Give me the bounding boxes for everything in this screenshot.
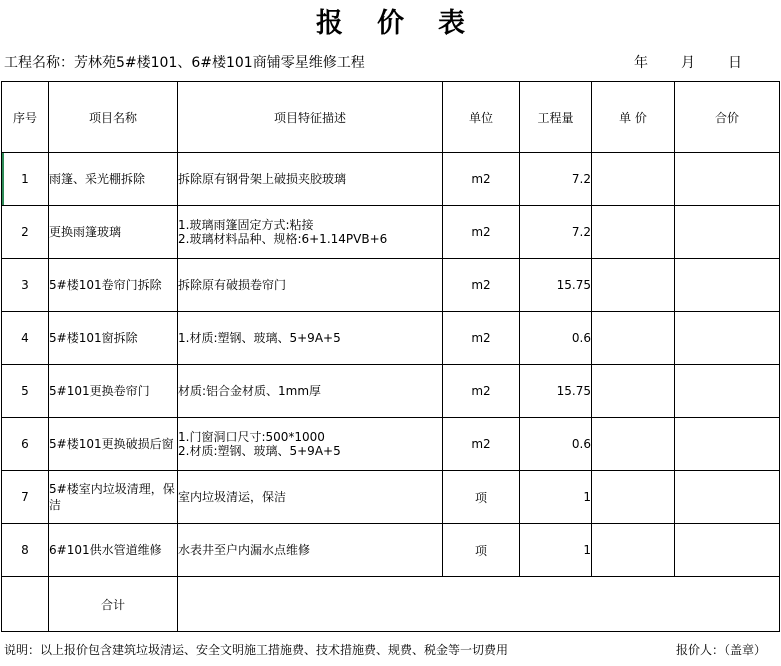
cell-total[interactable] (675, 471, 780, 524)
cell-qty[interactable]: 15.75 (520, 365, 592, 418)
cell-unit[interactable]: m2 (443, 365, 520, 418)
cell-qty[interactable]: 7.2 (520, 153, 592, 206)
header-row (2, 82, 780, 153)
footnote: 说明：以上报价包含建筑垃圾清运、安全文明施工措施费、技术措施费、规费、税金等一切费用 (4, 643, 509, 657)
cell-desc[interactable] (178, 206, 443, 259)
header-no: 序号 (2, 82, 49, 153)
table-row (2, 471, 780, 524)
cell-no[interactable]: 2 (2, 206, 49, 259)
cell-price[interactable] (592, 365, 675, 418)
cell-qty[interactable]: 15.75 (520, 259, 592, 312)
total-blank-cell[interactable] (2, 577, 49, 632)
cell-unit[interactable]: m2 (443, 206, 520, 259)
cell-no[interactable]: 6 (2, 418, 49, 471)
cell-unit[interactable]: m2 (443, 153, 520, 206)
cell-price[interactable] (592, 259, 675, 312)
cell-no[interactable]: 5 (2, 365, 49, 418)
cell-name[interactable]: 5#101更换卷帘门 (49, 365, 178, 418)
desc-line: 2.材质:塑钢、玻璃、5+9A+5 (178, 444, 341, 458)
cell-price[interactable] (592, 206, 675, 259)
page-title: 报价表 (316, 8, 499, 39)
date-month-label: 月 (681, 55, 695, 71)
quote-table (1, 81, 780, 632)
desc-line: 拆除原有破损卷帘门 (178, 278, 287, 292)
table-row (2, 312, 780, 365)
desc-line: 2.玻璃材料品种、规格:6+1.14PVB+6 (178, 232, 388, 246)
date-year-label: 年 (634, 55, 648, 71)
cell-qty[interactable]: 1 (520, 471, 592, 524)
desc-line: 拆除原有钢骨架上破损夹胶玻璃 (178, 172, 347, 186)
desc-line: 水表井至户内漏水点维修 (178, 543, 311, 557)
cell-name[interactable]: 5#楼101卷帘门拆除 (49, 259, 178, 312)
total-row (2, 577, 780, 632)
total-label: 合计 (49, 577, 178, 632)
desc-line: 1.门窗洞口尺寸:500*1000 (178, 430, 325, 444)
desc-line: 室内垃圾清运，保洁 (178, 490, 287, 504)
total-value-cell[interactable] (178, 577, 780, 632)
table-row (2, 153, 780, 206)
cell-name[interactable]: 6#101供水管道维修 (49, 524, 178, 577)
cell-total[interactable] (675, 206, 780, 259)
cell-desc[interactable] (178, 524, 443, 577)
header-price: 单 价 (592, 82, 675, 153)
cell-desc[interactable] (178, 365, 443, 418)
cell-price[interactable] (592, 153, 675, 206)
desc-line: 1.玻璃雨篷固定方式:粘接 (178, 218, 314, 232)
cell-unit[interactable]: m2 (443, 259, 520, 312)
table-row (2, 524, 780, 577)
table-row (2, 206, 780, 259)
cell-qty[interactable]: 0.6 (520, 418, 592, 471)
cell-name[interactable]: 5#楼室内垃圾清理，保洁 (49, 471, 178, 524)
cell-no[interactable]: 1 (2, 153, 49, 206)
cell-price[interactable] (592, 524, 675, 577)
cell-total[interactable] (675, 153, 780, 206)
cell-name[interactable]: 雨篷、采光棚拆除 (49, 153, 178, 206)
table-row (2, 259, 780, 312)
cell-name[interactable]: 5#楼101更换破损后窗 (49, 418, 178, 471)
reporter-label: 报价人：（盖章） (676, 643, 767, 657)
cell-no[interactable]: 4 (2, 312, 49, 365)
cell-total[interactable] (675, 524, 780, 577)
header-unit: 单位 (443, 82, 520, 153)
header-total: 合价 (675, 82, 780, 153)
cell-desc[interactable] (178, 153, 443, 206)
cell-qty[interactable]: 0.6 (520, 312, 592, 365)
cell-desc[interactable] (178, 259, 443, 312)
cell-unit[interactable]: m2 (443, 312, 520, 365)
cell-total[interactable] (675, 365, 780, 418)
cell-name[interactable]: 5#楼101窗拆除 (49, 312, 178, 365)
date-day-label: 日 (728, 55, 742, 71)
header-desc: 项目特征描述 (178, 82, 443, 153)
cell-price[interactable] (592, 312, 675, 365)
cell-desc[interactable] (178, 418, 443, 471)
cell-qty[interactable]: 1 (520, 524, 592, 577)
cell-unit[interactable]: m2 (443, 418, 520, 471)
cell-total[interactable] (675, 259, 780, 312)
cell-total[interactable] (675, 418, 780, 471)
table-row (2, 365, 780, 418)
cell-desc[interactable] (178, 312, 443, 365)
cell-total[interactable] (675, 312, 780, 365)
cell-unit[interactable]: 项 (443, 524, 520, 577)
cell-no[interactable]: 3 (2, 259, 49, 312)
header-qty: 工程量 (520, 82, 592, 153)
cell-unit[interactable]: 项 (443, 471, 520, 524)
cell-desc[interactable] (178, 471, 443, 524)
desc-line: 1.材质:塑钢、玻璃、5+9A+5 (178, 331, 341, 345)
table-row (2, 418, 780, 471)
cell-qty[interactable]: 7.2 (520, 206, 592, 259)
project-name: 工程名称：芳林苑5#楼101、6#楼101商铺零星维修工程 (4, 55, 365, 71)
cell-no[interactable]: 7 (2, 471, 49, 524)
cell-name[interactable]: 更换雨篷玻璃 (49, 206, 178, 259)
cell-no[interactable]: 8 (2, 524, 49, 577)
cell-price[interactable] (592, 471, 675, 524)
desc-line: 材质:铝合金材质、1mm厚 (178, 384, 322, 398)
cell-price[interactable] (592, 418, 675, 471)
header-name: 项目名称 (49, 82, 178, 153)
